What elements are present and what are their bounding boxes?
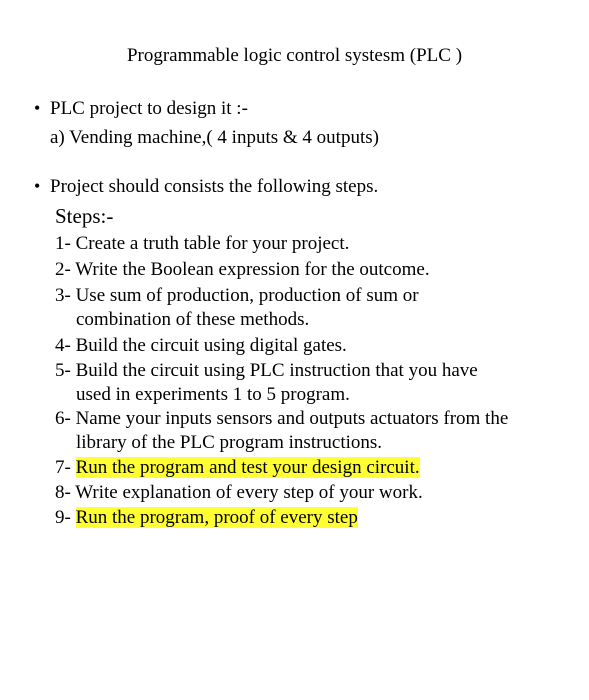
step-item [55, 232, 349, 256]
step-text: Build the circuit using PLC instruction that you have [75, 360, 478, 381]
step-continuation: used in experiments 1 to 5 program. [76, 384, 350, 405]
step-number: 4- [55, 335, 71, 356]
bullet-text: Project should consists the following steps. [50, 176, 379, 197]
step-number: 6- [55, 408, 71, 429]
step-text: Create a truth table for your project. [75, 233, 350, 254]
step-text: Build the circuit using digital gates. [75, 335, 347, 356]
step-text-highlighted: Run the program, proof of every step [75, 507, 358, 528]
step-text: Name your inputs sensors and outputs actuators from the [75, 408, 509, 429]
step-item [55, 258, 430, 282]
bullet-item-steps [34, 174, 378, 199]
step-item [55, 359, 478, 383]
step-number: 3- [55, 285, 71, 306]
step-text: Write the Boolean expression for the outcome. [75, 259, 430, 280]
step-text: Use sum of production, production of sum or [75, 285, 419, 306]
steps-heading: Steps:- [55, 204, 114, 228]
step-text: Write explanation of every step of your work. [75, 482, 423, 503]
step-number: 9- [55, 507, 71, 528]
step-number: 7- [55, 457, 71, 478]
step-item [55, 334, 347, 358]
step-number: 8- [55, 482, 71, 503]
bullet-item-project [34, 96, 248, 121]
step-continuation: library of the PLC program instructions. [76, 432, 383, 453]
page-title: Programmable logic control systesm (PLC ) [126, 45, 463, 66]
step-item [55, 407, 508, 431]
bullet-dot-icon: • [34, 98, 41, 118]
bullet-text: PLC project to design it :- [50, 98, 248, 119]
step-item [55, 506, 358, 530]
step-item [55, 456, 420, 480]
step-number: 5- [55, 360, 71, 381]
step-number: 2- [55, 259, 71, 280]
step-number: 1- [55, 233, 71, 254]
bullet-dot-icon: • [34, 176, 41, 196]
step-item [55, 481, 423, 505]
step-continuation: combination of these methods. [76, 309, 310, 330]
step-item [55, 284, 419, 308]
bullet-subitem: a) Vending machine,( 4 inputs & 4 outputs) [50, 127, 379, 148]
step-text-highlighted: Run the program and test your design circuit. [75, 457, 420, 478]
